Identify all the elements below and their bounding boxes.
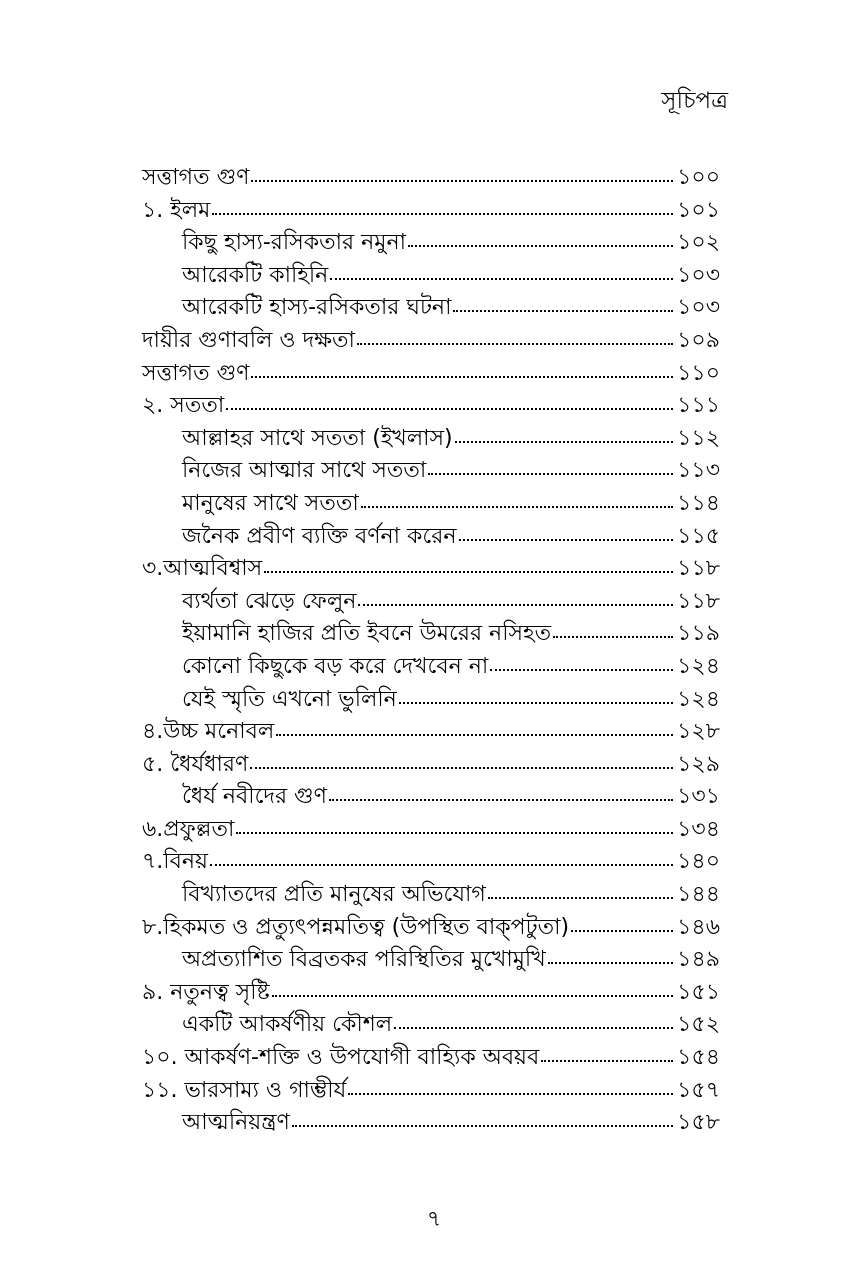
toc-entry-page: ১১৪ [677,490,720,516]
dot-leader [357,343,673,345]
toc-entry-page: ১০৯ [677,327,720,353]
toc-entry-title: কোনো কিছুকে বড় করে দেখবেন না [182,653,489,679]
toc-entry-title: ব্যর্থতা ঝেড়ে ফেলুন [182,588,357,614]
toc-entry [142,749,720,782]
dot-leader [490,669,673,671]
toc-entry-page: ১৫১ [677,979,720,1005]
toc-entry-title: অপ্রত্যাশিত বিব্রতকর পরিস্থিতির মুখোমুখি [182,947,546,973]
toc-entry-page: ১৪৪ [677,882,720,908]
toc-entry-page: ১১৮ [677,556,720,582]
dot-leader [251,376,673,378]
dot-leader [459,539,674,541]
toc-entry-title: আল্লাহর সাথে সততা (ইখলাস) [182,425,453,451]
toc-entry-page: ১১৮ [677,588,720,614]
dot-leader [361,506,673,508]
toc-entry [142,1009,720,1042]
toc-entry [142,423,720,456]
dot-leader [455,441,673,443]
toc-entry-page: ১১৩ [677,458,720,484]
toc-entry [142,977,720,1010]
toc-entry-title: ২. সততা [142,393,225,419]
toc-entry [142,358,720,391]
dot-leader [264,571,673,573]
toc-entry-title: ৫. ধৈর্যধারণ [142,751,249,777]
toc-entry-title: ৯. নতুনত্ব সৃষ্টি [142,979,270,1005]
dot-leader [292,1125,673,1127]
toc-entry [142,1075,720,1108]
toc-entry-page: ১০৩ [677,262,720,288]
toc-entry-title: ৬.প্রফুল্লতা [142,816,235,842]
dot-leader [488,897,673,899]
toc-entry-title: দায়ীর গুণাবলি ও দক্ষতা [142,327,355,353]
toc-entry-page: ১২৯ [677,751,720,777]
dot-leader [408,245,673,247]
dot-leader [428,473,673,475]
toc-entry-page: ১২৪ [677,653,720,679]
toc-entry [142,325,720,358]
toc-entry-title: নিজের আত্মার সাথে সততা [182,458,427,484]
dot-leader [548,962,673,964]
toc-entry [142,651,720,684]
toc-entry-title: আত্মনিয়ন্ত্রণ [182,1110,290,1136]
toc-entry [142,944,720,977]
toc-entry-title: একটি আকর্ষণীয় কৌশল [182,1012,393,1038]
toc-entry [142,553,720,586]
toc-entry [142,716,720,749]
toc-entry-title: ১০. আকর্ষণ-শক্তি ও উপযোগী বাহ্যিক অবয়ব [142,1045,540,1071]
toc-entry [142,846,720,879]
toc-entry [142,227,720,260]
dot-leader [251,180,673,182]
toc-entry-title: ইয়ামানি হাজির প্রতি ইবনে উমরের নসিহত [182,621,552,647]
toc-entry [142,162,720,195]
toc-entry [142,1107,720,1140]
toc-entry [142,390,720,423]
dot-leader [250,767,673,769]
toc-entry-page: ১৫৪ [677,1045,720,1071]
toc-entry-page: ১৩১ [677,784,720,810]
dot-leader [272,995,673,997]
toc-entry-page: ১৫৮ [677,1110,720,1136]
toc-entry-page: ১৫৭ [677,1077,720,1103]
dot-leader [453,310,673,312]
toc-entry-page: ১১৫ [677,523,720,549]
toc-entry-page: ১৫২ [677,1012,720,1038]
toc-entry [142,814,720,847]
toc-entry-page: ১৩৪ [677,816,720,842]
toc-entry [142,1042,720,1075]
toc-entry-title: আরেকটি কাহিনি [182,262,329,288]
dot-leader [348,1093,673,1095]
toc-entry-title: যেই স্মৃতি এখনো ভুলিনি [182,686,397,712]
toc-entry-page: ১৪০ [677,849,720,875]
toc-entry [142,488,720,521]
toc-entry-page: ১১১ [677,393,720,419]
toc-entry-title: ১. ইলম [142,197,211,223]
dot-leader [571,930,673,932]
toc-entry-page: ১১২ [677,425,720,451]
toc-entry [142,618,720,651]
toc-entry-title: কিছু হাস্য-রসিকতার নমুনা [182,230,406,256]
dot-leader [541,1060,673,1062]
toc-entry-title: ৩.আত্মবিশ্বাস [142,556,263,582]
dot-leader [236,832,673,834]
toc-entry-page: ১০০ [677,165,720,190]
toc-entry [142,684,720,717]
toc-entry-page: ১২৪ [677,686,720,712]
toc-entry-title: ১১. ভারসাম্য ও গাম্ভীর্য [142,1077,347,1103]
toc-entry-page: ১০১ [677,197,720,223]
toc-entry-title: মানুষের সাথে সততা [182,490,359,516]
toc-entry [142,879,720,912]
toc-entry [142,781,720,814]
toc-entry-title: ৮.হিকমত ও প্রত্যুৎপন্নমতিত্ব (উপস্থিত বাক্‌পটুতা) [142,914,570,940]
toc-entry-page: ১৪৬ [677,914,720,940]
toc-entry [142,260,720,293]
toc-entry [142,586,720,619]
toc-entry-page: ১০২ [677,230,720,256]
dot-leader [226,408,673,410]
table-of-contents [142,162,720,1140]
page-number: ৭ [426,1207,442,1232]
toc-entry-title: জনৈক প্রবীণ ব্যক্তি বর্ণনা করেন [182,523,457,549]
running-head: সূচিপত্র [661,88,728,114]
toc-entry-title: ধৈর্য নবীদের গুণ [182,784,327,810]
toc-entry [142,292,720,325]
dot-leader [399,702,673,704]
dot-leader [276,734,673,736]
dot-leader [330,278,673,280]
toc-entry-title: সত্তাগত গুণ [142,165,250,190]
toc-entry [142,521,720,554]
dot-leader [329,799,673,801]
toc-entry-title: ৪.উচ্চ মনোবল [142,719,275,745]
toc-entry-page: ১২৮ [677,719,720,745]
dot-leader [212,213,673,215]
toc-entry-page: ১০৩ [677,295,720,321]
toc-entry [142,912,720,945]
toc-entry-page: ১৪৯ [677,947,720,973]
dot-leader [210,864,673,866]
toc-entry-page: ১১৯ [677,621,720,647]
dot-leader [553,636,673,638]
dot-leader [358,604,673,606]
toc-entry-title: ৭.বিনয় [142,849,208,875]
toc-entry-title: সত্তাগত গুণ [142,360,250,386]
dot-leader [394,1027,673,1029]
toc-entry [142,195,720,228]
toc-entry-page: ১১০ [677,360,720,386]
toc-entry-title: বিখ্যাতদের প্রতি মানুষের অভিযোগ [182,882,486,908]
toc-entry-title: আরেকটি হাস্য-রসিকতার ঘটনা [182,295,452,321]
toc-entry [142,455,720,488]
